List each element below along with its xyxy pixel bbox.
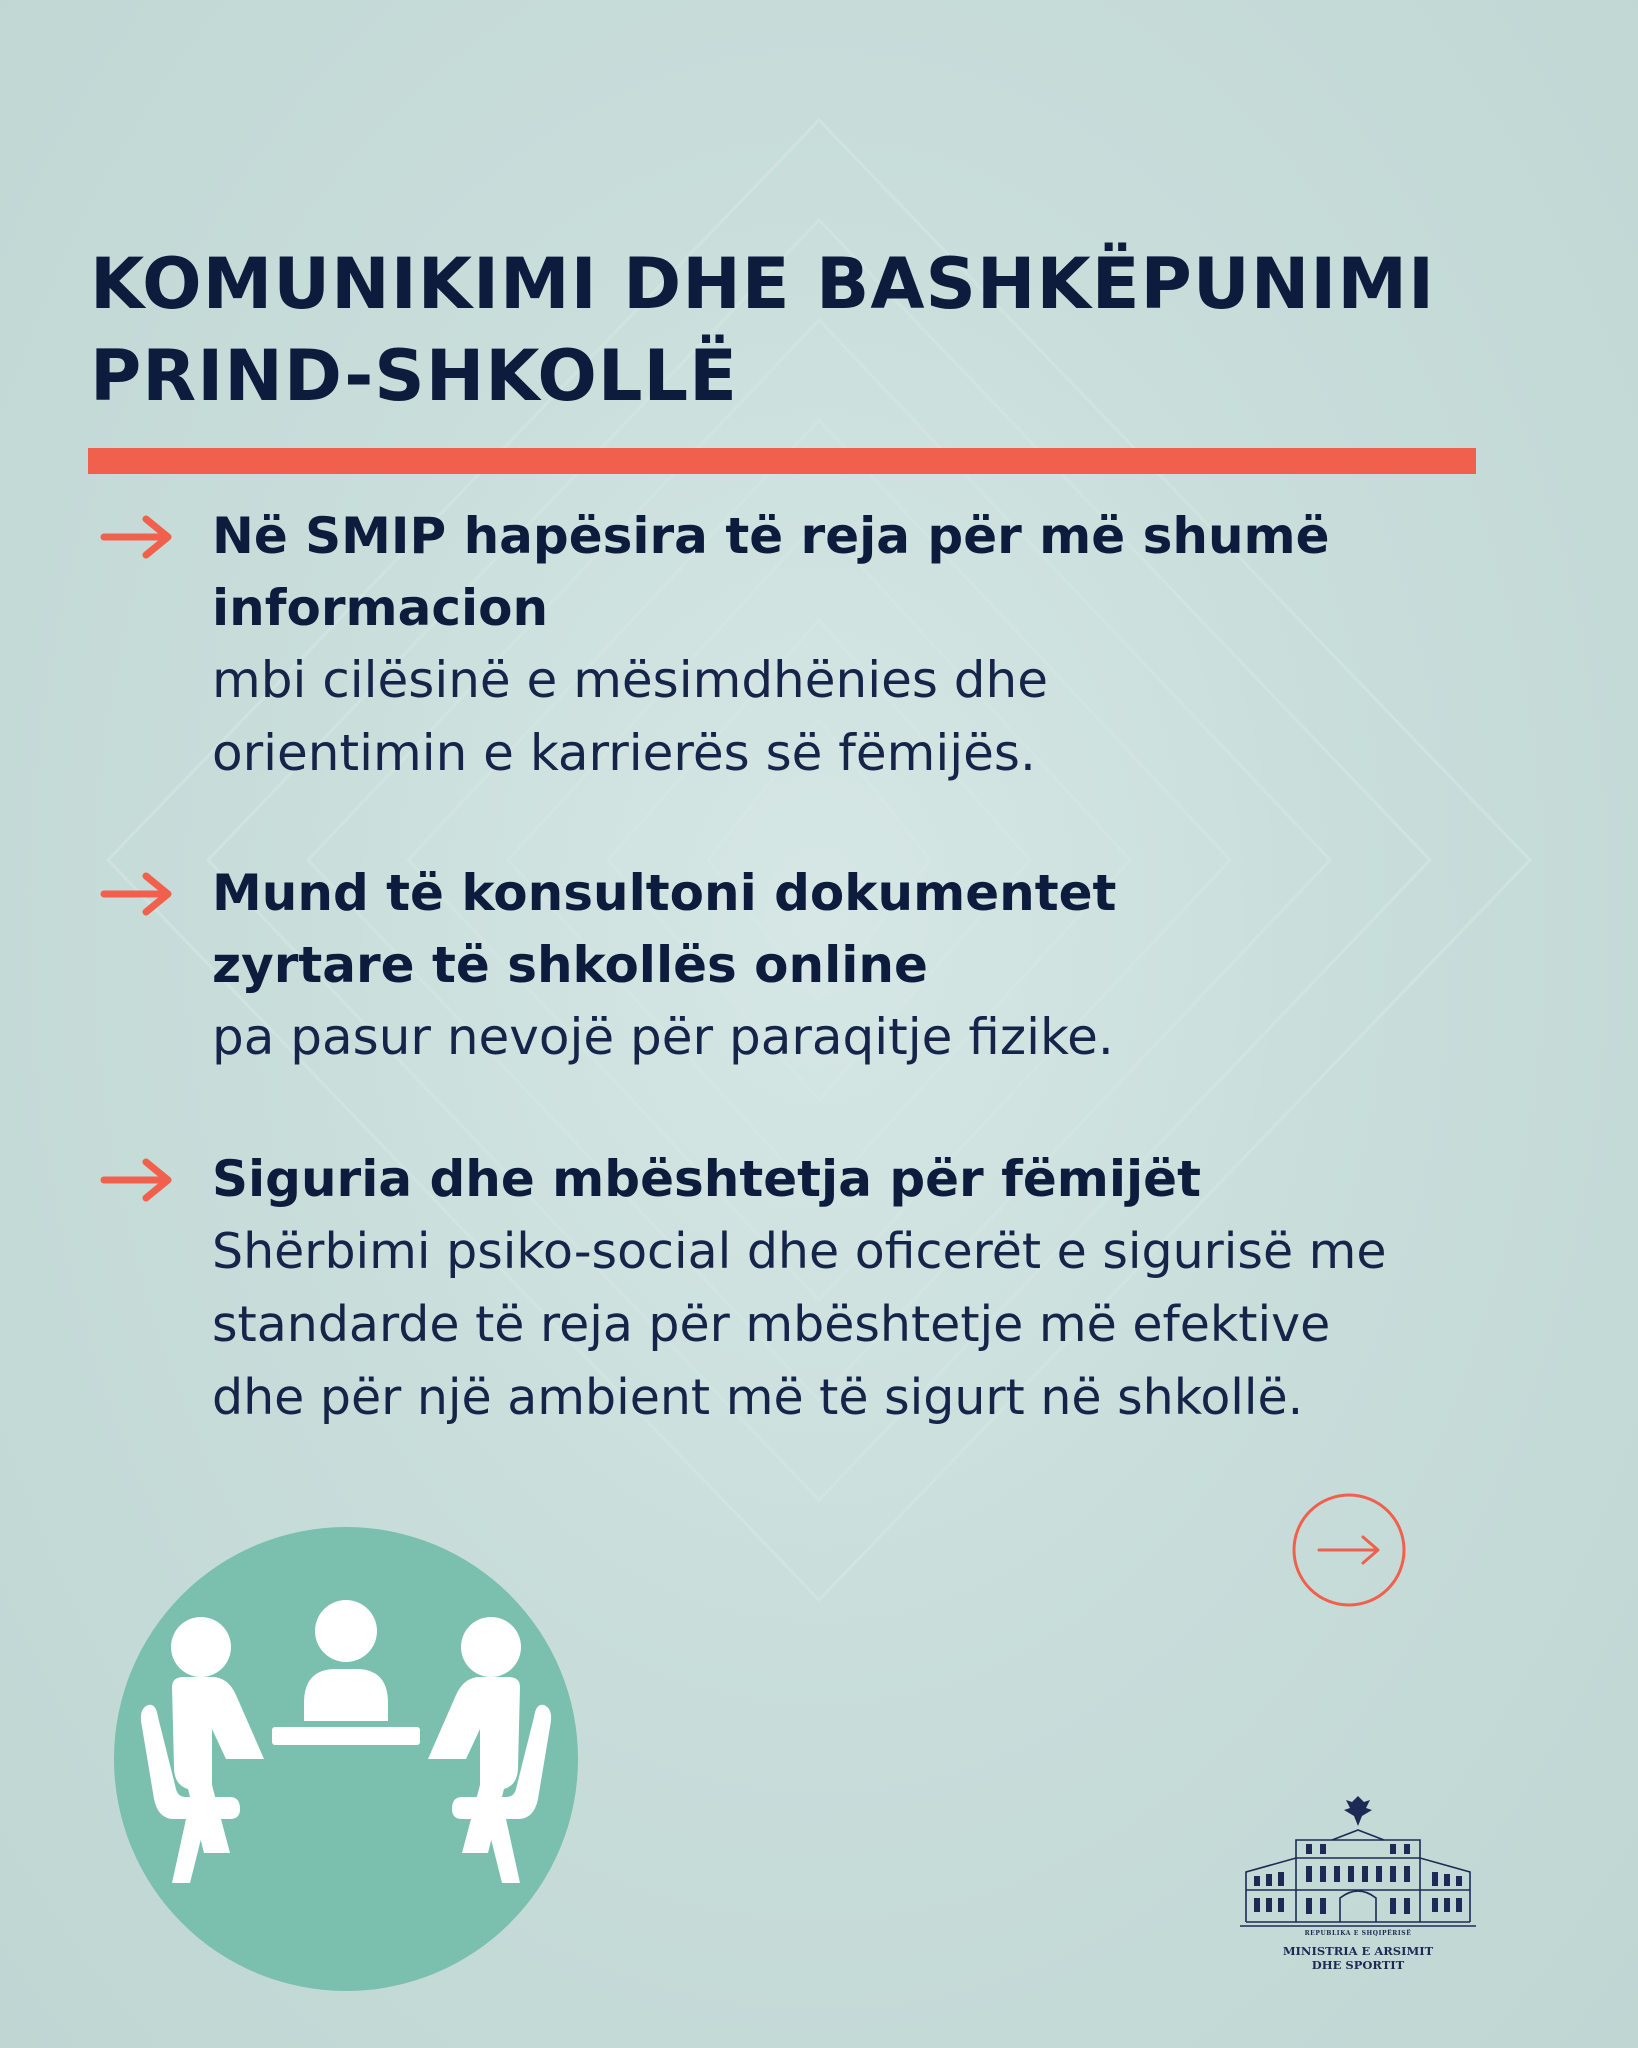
description-line: dhe për një ambient më të sigurt në shkollë.: [212, 1369, 1304, 1426]
logo-country-text: REPUBLIKA E SHQIPËRISË: [1304, 1930, 1412, 1937]
list-item-description: [212, 1001, 1632, 1074]
logo-name-line: DHE SPORTIT: [1311, 1958, 1405, 1972]
arrow-right-icon: [100, 514, 176, 560]
next-slide-button[interactable]: [1291, 1492, 1407, 1608]
meeting-table-icon: [114, 1527, 578, 1991]
heading-line: Në SMIP hapësira të reja për më shumë: [212, 507, 1330, 565]
list-item-heading: [212, 857, 1632, 1001]
logo-ministry-name: [1216, 1944, 1500, 1972]
logo-name-line: MINISTRIA E ARSIMIT: [1282, 1944, 1434, 1958]
heading-line: Mund të konsultoni dokumentet: [212, 864, 1117, 922]
description-line: pa pasur nevojë për paraqitje fizike.: [212, 1008, 1114, 1066]
heading-line: informacion: [212, 579, 549, 637]
page-title: [90, 238, 1490, 422]
list-item-description: [212, 644, 1632, 790]
description-line: standarde të reja për mbështetje më efektive: [212, 1296, 1331, 1353]
description-line: orientimin e karrierës së fëmijës.: [212, 724, 1036, 782]
list-item-description: [212, 1215, 1632, 1434]
title-line-1: KOMUNIKIMI DHE BASHKËPUNIMI: [90, 243, 1436, 325]
arrow-right-icon: [100, 871, 176, 917]
title-line-2: PRIND-SHKOLLË: [90, 335, 738, 417]
arrow-right-circle-icon: [1319, 1537, 1378, 1563]
description-line: Shërbimi psiko-social dhe oficerët e sigurisë me: [212, 1223, 1387, 1280]
heading-line: zyrtare të shkollës online: [212, 936, 928, 994]
list-item-heading: [212, 1143, 1632, 1215]
title-divider: [88, 448, 1476, 474]
list-item-heading: [212, 500, 1632, 644]
arrow-right-icon: [100, 1157, 176, 1203]
description-line: mbi cilësinë e mësimdhënies dhe: [212, 651, 1048, 709]
heading-line: Siguria dhe mbështetja për fëmijët: [212, 1150, 1201, 1208]
